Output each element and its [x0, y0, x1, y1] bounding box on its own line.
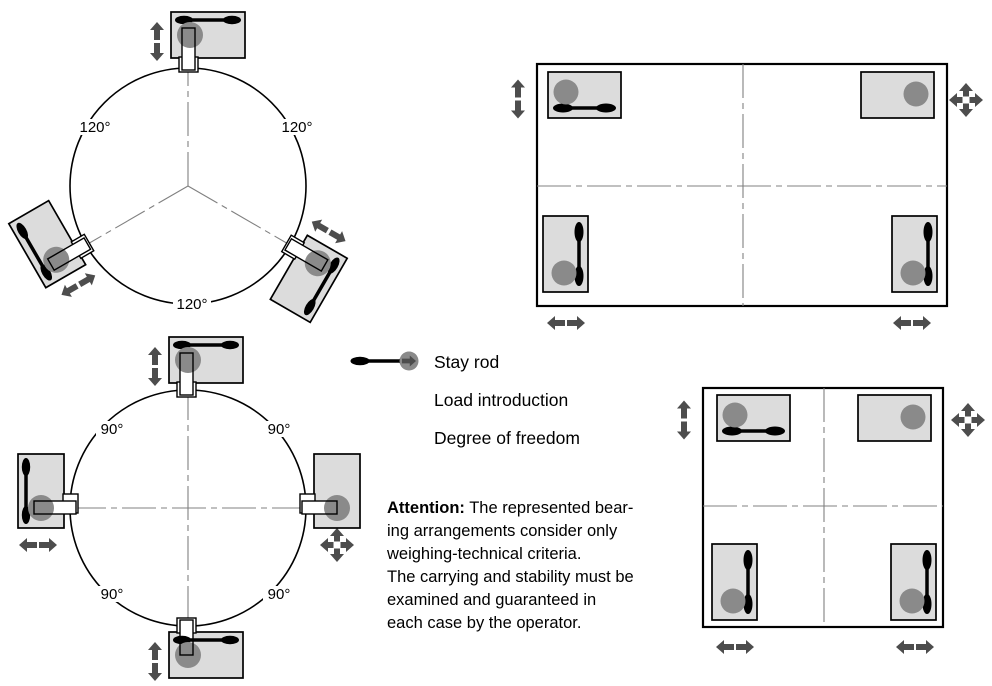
- rectangular-vessel-diagram: [511, 64, 983, 330]
- attention-text-line: examined and guaranteed in: [387, 591, 597, 609]
- load-cell: [891, 544, 936, 620]
- angle-label: 120°: [176, 296, 208, 313]
- angle-label: 120°: [281, 119, 313, 136]
- load-cell: [258, 210, 357, 322]
- freedom-arrows-icon: [716, 640, 754, 654]
- radial-centerline: [86, 186, 188, 245]
- load-cell: [712, 544, 757, 620]
- load-cell: [18, 454, 78, 552]
- three-point-circle-diagram: [9, 12, 358, 322]
- attention-text-line: The represented bear-: [469, 499, 634, 517]
- legend-item-load-introduction: [346, 388, 580, 412]
- freedom-arrows-4way-icon: [949, 83, 983, 117]
- attention-text-line: The carrying and stability must be: [387, 568, 634, 586]
- attention-heading: Attention:: [387, 499, 465, 517]
- attention-text-line: weighing-technical criteria.: [387, 545, 582, 563]
- load-cell: [543, 216, 588, 292]
- square-vessel-diagram: [677, 388, 985, 654]
- angle-label: 90°: [100, 586, 124, 603]
- freedom-arrows-icon: [547, 316, 585, 330]
- freedom-arrows-icon: [677, 401, 691, 440]
- legend-label: Load introduction: [434, 389, 569, 410]
- load-cell: [548, 72, 621, 118]
- load-cell: [148, 618, 243, 681]
- load-cell: [300, 454, 360, 562]
- load-cell: [861, 72, 934, 118]
- load-cell: [892, 216, 937, 292]
- legend-item-degree-of-freedom: [346, 426, 580, 450]
- four-point-circle-diagram: [18, 337, 360, 681]
- load-cell: [717, 395, 790, 441]
- legend: [346, 350, 580, 464]
- freedom-arrows-4way-icon: [951, 403, 985, 437]
- angle-label: 120°: [79, 119, 111, 136]
- attention-text-line: each case by the operator.: [387, 614, 582, 632]
- load-cell: [9, 194, 108, 306]
- load-cell: [858, 395, 931, 441]
- attention-text-line: ing arrangements consider only: [387, 522, 618, 540]
- load-cell: [150, 12, 245, 72]
- angle-label: 90°: [267, 421, 291, 438]
- attention-note: [387, 497, 687, 635]
- freedom-arrows-icon: [511, 80, 525, 119]
- legend-label: Degree of freedom: [434, 427, 580, 448]
- load-cell: [148, 337, 243, 397]
- angle-label: 90°: [100, 421, 124, 438]
- radial-centerline: [188, 186, 290, 245]
- freedom-arrows-icon: [896, 640, 934, 654]
- legend-label: Stay rod: [434, 351, 500, 372]
- angle-label: 90°: [267, 586, 291, 603]
- freedom-arrows-icon: [893, 316, 931, 330]
